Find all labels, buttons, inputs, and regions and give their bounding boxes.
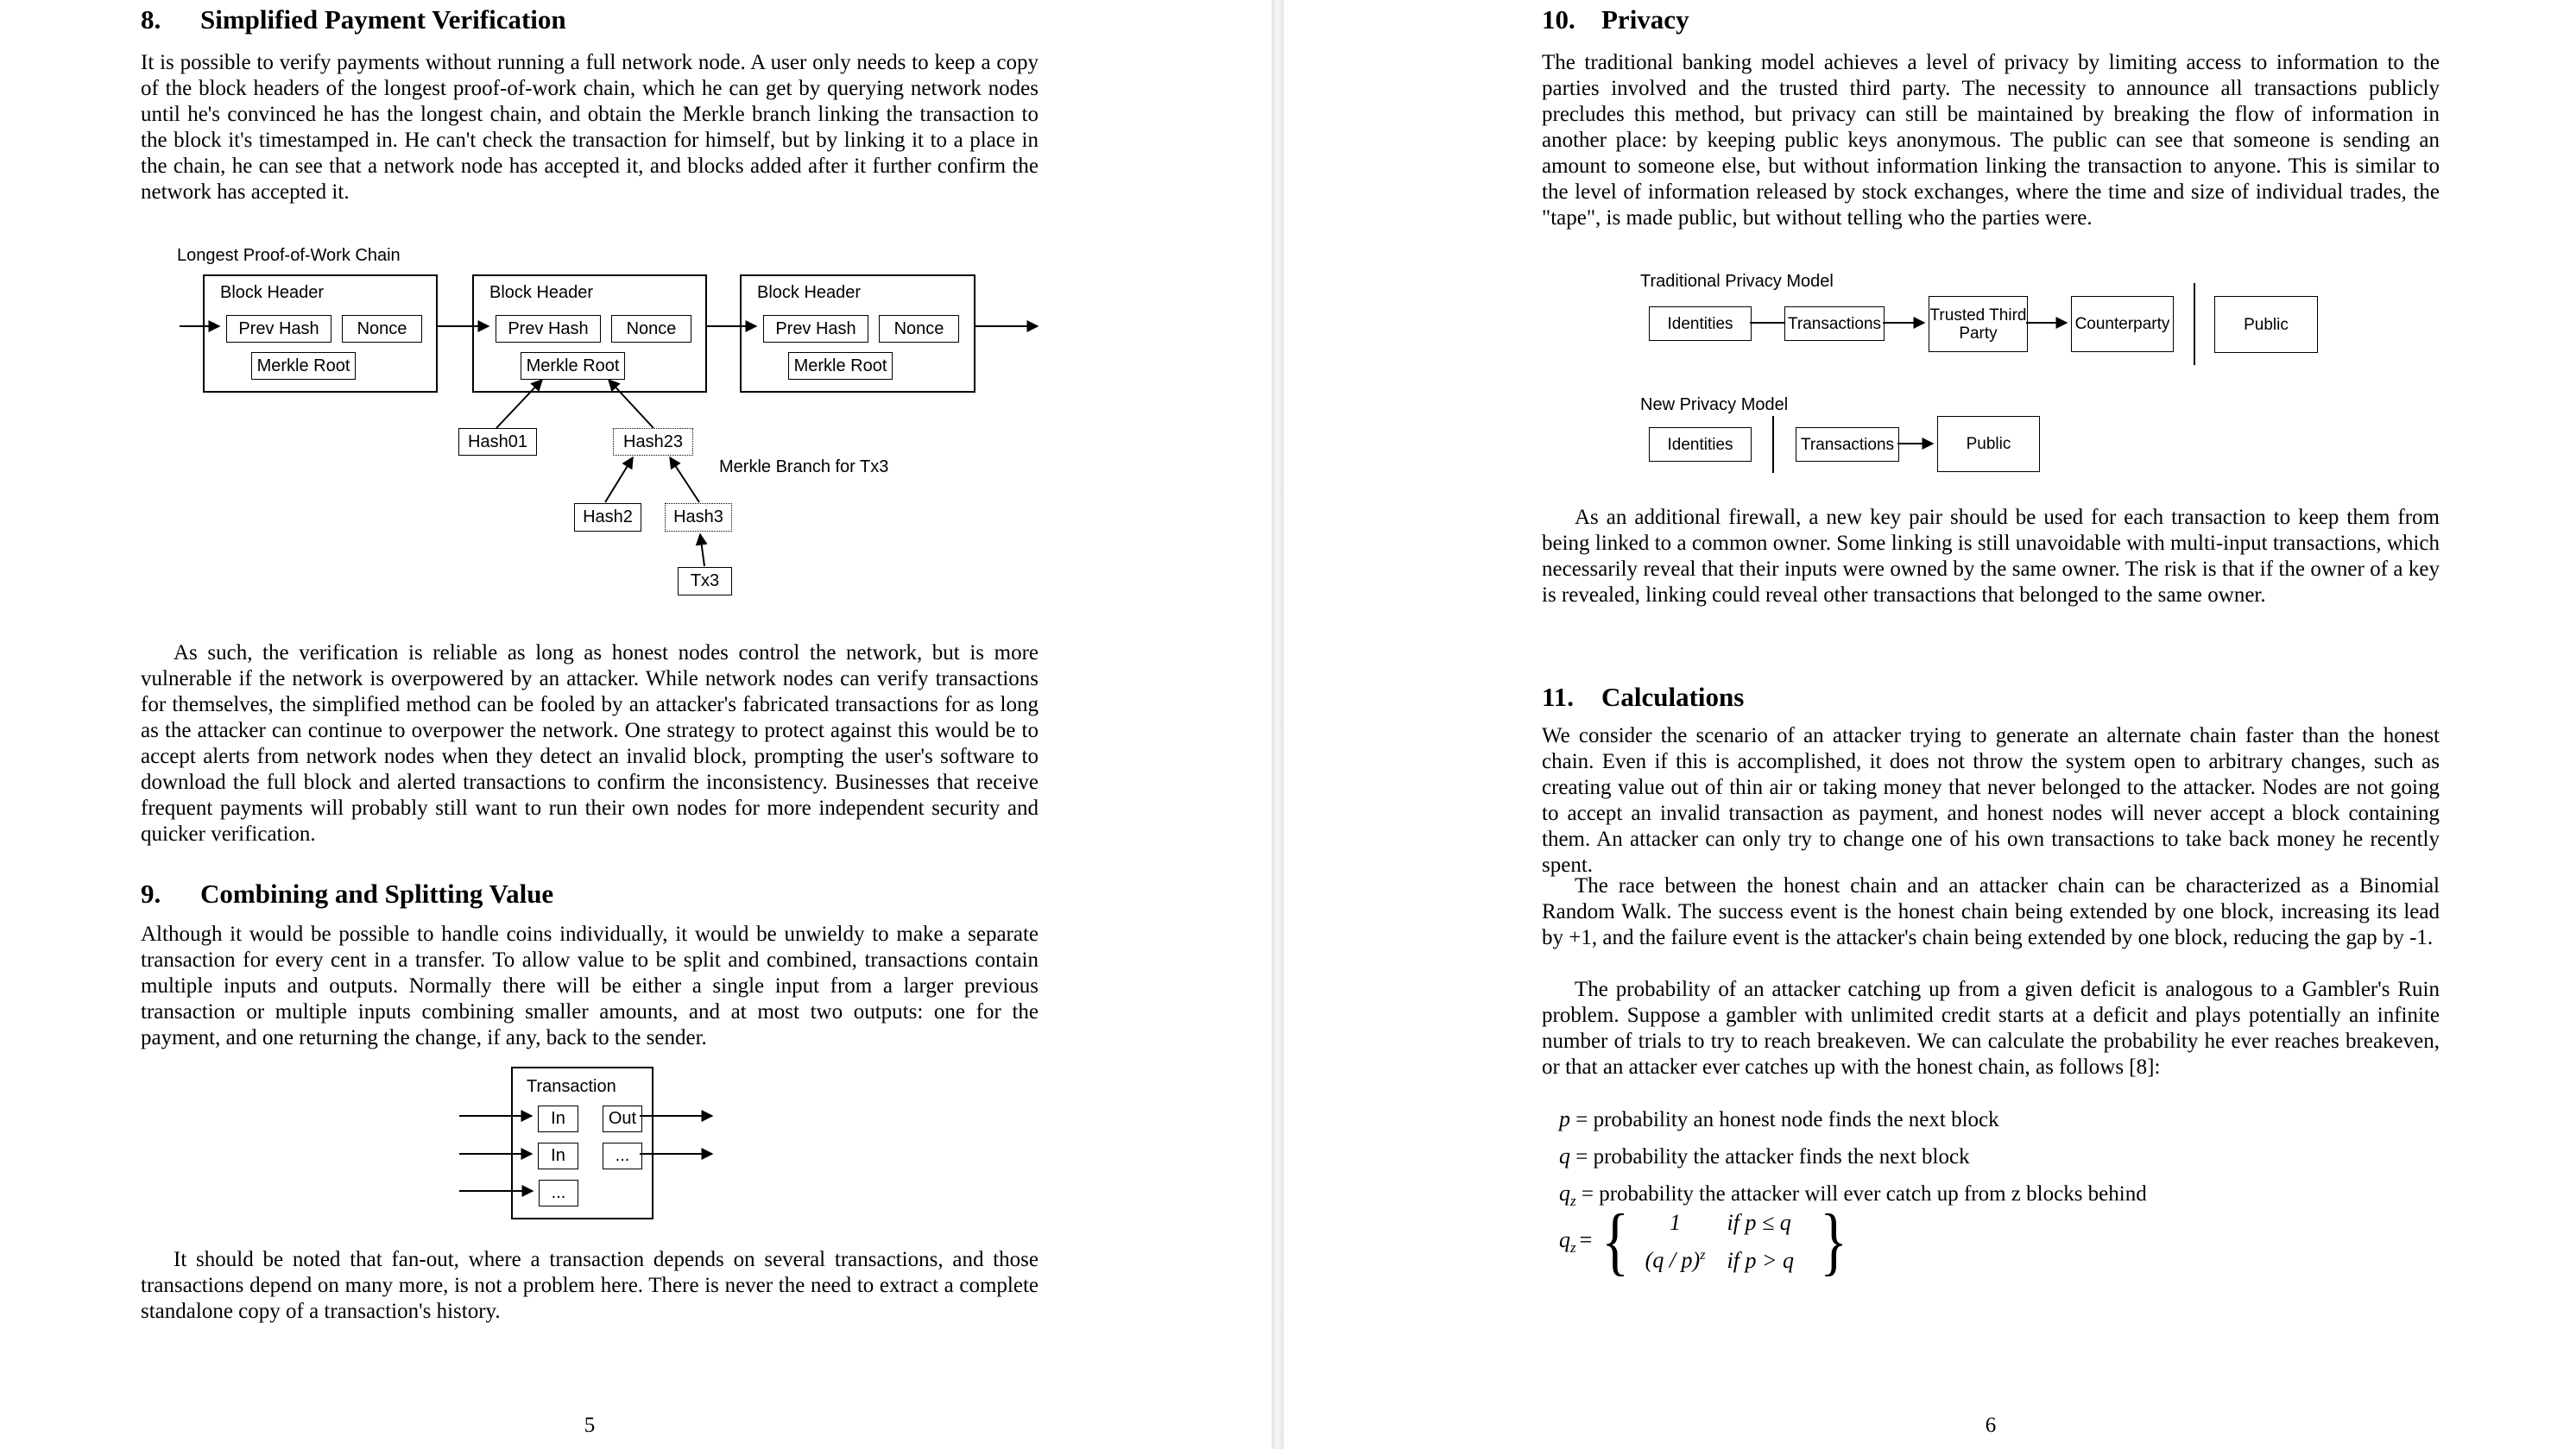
traditional-privacy-model-caption: Traditional Privacy Model	[1640, 272, 1834, 291]
formula-case-1: 1 if p ≤ q	[1670, 1210, 1791, 1236]
definition-qz: $q_z$ = probability the attacker will ever catch up from z blocks behind	[1559, 1181, 2147, 1209]
prev-hash-box: Prev Hash	[226, 315, 331, 343]
section-11-paragraph-2: The race between the honest chain and an attacker chain can be characterized as a Binomial Random Walk. The success event is the honest chain being extended by one block, increasing its lead by +1, and the failure event is the attacker's chain being extended by one block, reducing the gap by -1.	[1542, 874, 2440, 949]
counterparty-box: Counterparty	[2071, 296, 2174, 352]
hash01-box: Hash01	[458, 428, 537, 456]
formula-close-brace: }	[1819, 1200, 1847, 1283]
block-header-label: Block Header	[489, 283, 594, 302]
prev-hash-box: Prev Hash	[763, 315, 868, 343]
formula-cases	[1636, 1206, 1814, 1277]
section-9-heading	[141, 879, 553, 910]
identities-box-new: Identities	[1649, 427, 1752, 462]
merkle-root-box: Merkle Root	[521, 352, 625, 380]
page-gutter-divider	[1272, 0, 1284, 1449]
transaction-diagram	[449, 1062, 846, 1225]
hash23-box: Hash23	[613, 428, 693, 456]
section-8-title: Simplified Payment Verification	[200, 4, 566, 35]
merkle-branch-caption: Merkle Branch for Tx3	[719, 457, 889, 476]
page-6	[1284, 0, 2576, 1449]
identities-box-traditional: Identities	[1649, 306, 1752, 341]
section-10-title: Privacy	[1601, 4, 1689, 35]
section-10-paragraph-1: The traditional banking model achieves a level of privacy by limiting access to information to the parties involved and the trusted third party. The necessity to announce all transactions publicly precludes this method, but privacy can still be maintained by breaking the flow of information in another place: by keeping public keys anonymous. The public can see that someone is sending an amount to someone else, but without information linking the transaction to anyone. This is similar to the level of information released by stock exchanges, where the time and size of individual trades, the "tape", is made public, but without telling who the parties were.	[1542, 51, 2440, 230]
nonce-box: Nonce	[342, 315, 422, 343]
section-10-paragraph-2: As an additional firewall, a new key pair should be used for each transaction to keep them from being linked to a common owner. Some linking is still unavoidable with multi-input transactions, which necessarily reveal that their inputs were owned by the same owner. The risk is that if the owner of a key is revealed, linking could reveal other transactions that belonged to the same owner.	[1542, 506, 2440, 607]
transaction-diagram-arrows	[449, 1062, 846, 1225]
nonce-box: Nonce	[611, 315, 691, 343]
tx-in-ellipsis-box: ...	[539, 1180, 578, 1206]
section-11-paragraph-3: The probability of an attacker catching up from a given deficit is analogous to a Gambler's Ruin problem. Suppose a gambler with unlimited credit starts at a deficit and plays potentially an infinite number of trials to try to reach breakeven. We can calculate the probability he ever reaches breakeven, or that an attacker ever catches up with the honest chain, as follows [8]:	[1542, 978, 2440, 1079]
tx3-box: Tx3	[678, 567, 732, 595]
section-9-number: 9.	[141, 879, 161, 909]
transactions-box-new: Transactions	[1796, 427, 1899, 462]
transactions-box-traditional: Transactions	[1784, 306, 1885, 341]
public-box-new: Public	[1937, 416, 2040, 472]
section-8-heading	[141, 4, 566, 35]
public-box-traditional: Public	[2214, 296, 2318, 353]
new-privacy-model-caption: New Privacy Model	[1640, 395, 1789, 414]
section-10-heading	[1542, 4, 1689, 35]
formula-open-brace: {	[1601, 1200, 1630, 1283]
section-11-paragraph-1: We consider the scenario of an attacker trying to generate an alternate chain faster than the honest chain. Even if this is accomplished, it does not throw the system open to arbitrary changes, such as creating value out of thin air or taking money that never belonged to the attacker. Nodes are not going to accept an invalid transaction as payment, and honest nodes will never accept a block containing them. An attacker can only try to change one of his own transactions to take back money he recently spent.	[1542, 724, 2440, 877]
catch-up-probability-formula	[1559, 1200, 1852, 1283]
section-8-paragraph-2: As such, the verification is reliable as long as honest nodes control the network, but is more vulnerable if the network is overpowered by an attacker. While network nodes can verify transactions for themselves, the simplified method can be fooled by an attacker's fabricated transactions for as long as the attacker can continue to overpower the network. One strategy to protect against this would be to accept alerts from network nodes when they detect an invalid block, prompting the user's software to download the full block and alerted transactions to confirm the inconsistency. Businesses that receive frequent payments will probably still want to run their own nodes for more independent security and quicker verification.	[141, 641, 1039, 846]
section-8-number: 8.	[141, 4, 161, 35]
tx-out-box: Out	[603, 1106, 642, 1132]
nonce-box: Nonce	[879, 315, 959, 343]
section-9-paragraph-2: It should be noted that fan-out, where a transaction depends on several transactions, and those transactions depend on many more, is not a problem here. There is never the need to extract a complete standalone copy of a transaction's history.	[141, 1248, 1039, 1323]
formula-case-2: (q / p)$^z$ if p > q	[1645, 1247, 1795, 1273]
prev-hash-box: Prev Hash	[496, 315, 601, 343]
merkle-root-box: Merkle Root	[251, 352, 356, 380]
trusted-third-party-box: Trusted Third Party	[1929, 296, 2028, 352]
page-5-number: 5	[584, 1414, 596, 1437]
spv-diagram-caption: Longest Proof-of-Work Chain	[177, 246, 401, 265]
section-8-paragraph-1: It is possible to verify payments without running a full network node. A user only needs to keep a copy of the block headers of the longest proof-of-work chain, which he can get by querying network nodes until he's convinced he has the longest chain, and obtain the Merkle branch linking the transaction to the block it's timestamped in. He can't check the transaction for himself, but by linking it to a place in the chain, he can see that a network node has accepted it, and blocks added after it further confirm the network has accepted it.	[141, 51, 1039, 204]
tx-in-box-1: In	[538, 1106, 578, 1132]
merkle-root-box: Merkle Root	[788, 352, 893, 380]
section-11-title: Calculations	[1601, 682, 1745, 712]
definition-q: q = probability the attacker finds the next block	[1559, 1143, 1970, 1169]
tx-out-ellipsis-box: ...	[603, 1143, 642, 1169]
tx-in-box-2: In	[538, 1143, 578, 1169]
block-header-label: Block Header	[220, 283, 325, 302]
privacy-diagram-arrows	[1636, 268, 2344, 483]
page-5	[0, 0, 1272, 1449]
hash3-box: Hash3	[665, 503, 732, 532]
section-9-paragraph-1: Although it would be possible to handle coins individually, it would be unwieldy to make a separate transaction for every cent in a transfer. To allow value to be split and combined, transactions contain multiple inputs and outputs. Normally there will be either a single input from a larger previous transaction or multiple inputs combining smaller amounts, and at most two outputs: one for the payment, and one returning the change, if any, back to the sender.	[141, 923, 1039, 1049]
privacy-models-diagram	[1636, 268, 2344, 483]
hash2-box: Hash2	[574, 503, 641, 532]
section-9-title: Combining and Splitting Value	[200, 879, 554, 909]
definition-p: p = probability an honest node finds the next block	[1559, 1106, 1999, 1131]
probability-definitions	[1559, 1105, 2147, 1216]
section-10-number: 10.	[1542, 4, 1575, 35]
formula-lhs: $q_z$ =	[1559, 1226, 1593, 1257]
spv-merkle-diagram	[173, 246, 1062, 613]
page-6-number: 6	[1985, 1414, 1997, 1437]
block-header-label: Block Header	[757, 283, 862, 302]
section-11-heading	[1542, 682, 1744, 713]
section-11-number: 11.	[1542, 682, 1575, 712]
transaction-label: Transaction	[527, 1077, 616, 1096]
spv-diagram-arrows	[173, 246, 1062, 613]
